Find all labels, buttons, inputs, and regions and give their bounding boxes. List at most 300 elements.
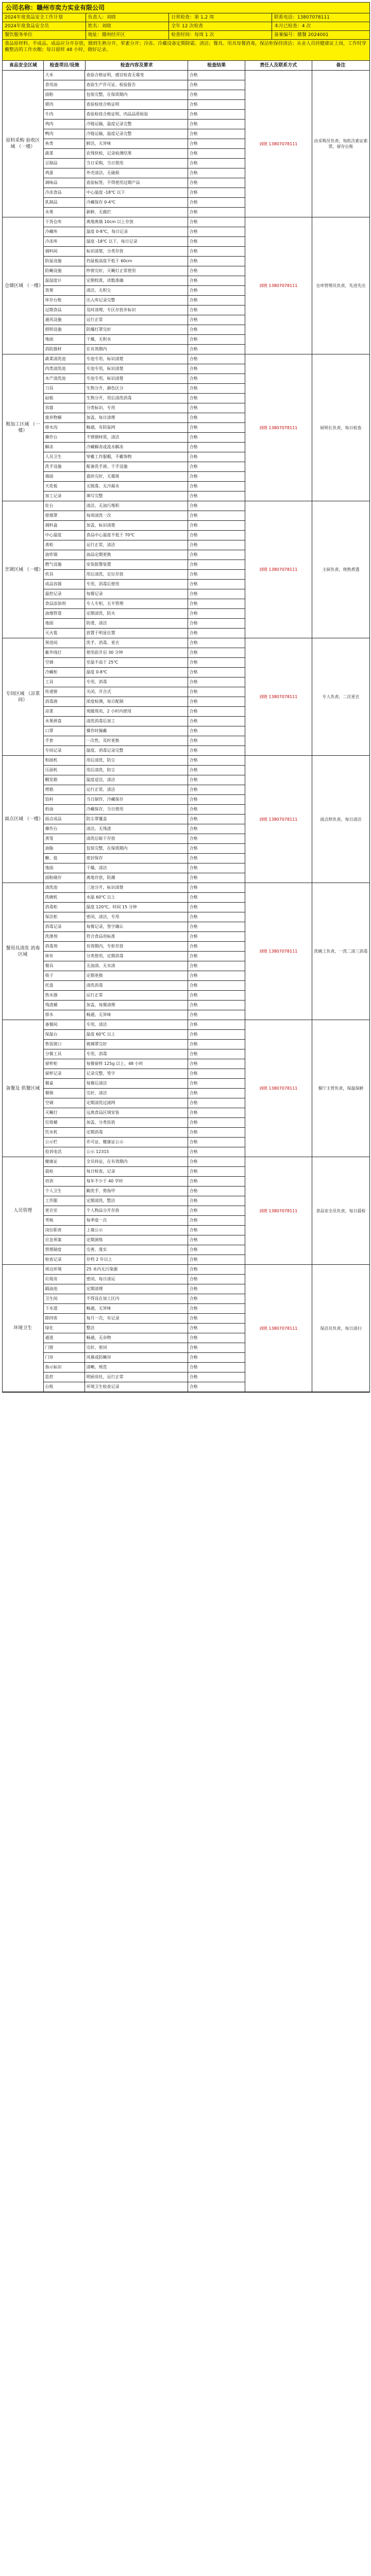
table-row <box>44 1020 245 1030</box>
section <box>3 1157 369 1265</box>
cell-dish: 岗位职责 <box>44 1226 85 1235</box>
cell-rec: 合格 <box>189 660 198 665</box>
cell-rec: 合格 <box>189 777 198 782</box>
cell-dish: 天花板 <box>44 482 85 491</box>
cell-rec: 合格 <box>189 73 198 77</box>
owner-stamp: 刘晓 13807078111 <box>259 1086 298 1091</box>
cell-rec: 合格 <box>189 82 198 87</box>
cell-desc: 离地离墙 10cm 以上存放 <box>85 217 188 227</box>
cell-desc: 温度适宜，清洁 <box>85 775 188 785</box>
cell-rec: 合格 <box>189 513 198 518</box>
table-row <box>44 717 245 726</box>
cell-dish: 餐桌 <box>44 1079 85 1088</box>
cell-desc: 上墙公示 <box>85 1226 188 1235</box>
table-row <box>44 1304 245 1314</box>
cell-rec: 合格 <box>189 131 198 136</box>
table-row <box>44 492 245 501</box>
cell-rec: 合格 <box>189 621 198 625</box>
cell-desc: 中心温度 -18℃ 以下 <box>85 188 188 197</box>
table-row <box>44 266 245 276</box>
cell-desc: 水温 60℃ 以上 <box>85 893 188 902</box>
cell-desc: 清洁，无残渣 <box>85 824 188 834</box>
cell-desc: 离地存放，防潮 <box>85 873 188 883</box>
cell-rec: 合格 <box>189 572 198 577</box>
cell-rec: 合格 <box>189 1335 198 1340</box>
cell-dish: 蒸笼 <box>44 834 85 843</box>
cell-dish: 油烟管道 <box>44 609 85 618</box>
cell-desc: 及时清理，专区存放并标识 <box>85 306 188 315</box>
cell-rec: 合格 <box>189 1179 198 1183</box>
cell-rec: 合格 <box>189 983 198 988</box>
table-row <box>44 697 245 707</box>
cell-desc: 冷藏保存，当日使用 <box>85 805 188 814</box>
table-row <box>44 834 245 844</box>
cell-dish: 手套 <box>44 736 85 745</box>
cell-dish: 调味品 <box>44 178 85 188</box>
table-row <box>44 296 245 306</box>
section <box>3 217 369 354</box>
info-cell: 姓名：刘晓 <box>86 22 170 30</box>
cell-rec: 合格 <box>189 728 198 733</box>
table-row <box>44 1098 245 1108</box>
section <box>3 638 369 756</box>
cell-dish: 凉菜 <box>44 707 85 716</box>
section-note: 仓库管理员负责，先进先出 <box>316 283 366 288</box>
cell-rec: 合格 <box>189 288 198 293</box>
table-row <box>44 746 245 755</box>
cell-dish: 燃气设施 <box>44 560 85 569</box>
table-row <box>44 863 245 873</box>
cell-rec: 合格 <box>189 445 198 449</box>
cell-dish: 保温台 <box>44 1030 85 1039</box>
cell-rec: 合格 <box>189 1110 198 1115</box>
table-row <box>44 1245 245 1255</box>
cell-desc: 生熟分开，用后清洗消毒 <box>85 394 188 403</box>
cell-desc: 配备洗手液、干手设施 <box>85 462 188 471</box>
info-cell: 备案编号：赣餐 2024001 <box>274 32 329 38</box>
table-row <box>44 168 245 178</box>
cell-desc: 每月一次，有记录 <box>85 1314 188 1323</box>
cell-dish: 炊具 <box>44 570 85 579</box>
cell-rec: 合格 <box>189 464 198 469</box>
cell-dish: 干货仓库 <box>44 217 85 227</box>
table-row <box>44 893 245 903</box>
table-row <box>44 482 245 492</box>
section-label: 人员管理 <box>3 1157 44 1264</box>
cell-desc: 清洗消毒后加工 <box>85 717 188 726</box>
section-label: 原料采购 验收区域 （一楼） <box>3 71 44 217</box>
cell-dish: 饮水机 <box>44 1128 85 1137</box>
cell-dish: 水果拼盘 <box>44 717 85 726</box>
cell-rec: 合格 <box>189 601 198 606</box>
cell-desc: 畅通，无杂物 <box>85 1333 188 1343</box>
cell-desc: 定期消毒 <box>85 1128 188 1137</box>
cell-dish: 容器 <box>44 403 85 413</box>
table-row <box>44 1118 245 1128</box>
cell-dish: 隔油池 <box>44 1284 85 1294</box>
cell-rec: 合格 <box>189 210 198 214</box>
cell-desc: 完善，落实 <box>85 1245 188 1255</box>
table-row <box>44 1167 245 1177</box>
cell-rec: 合格 <box>189 543 198 547</box>
cell-desc: 油品定期更换 <box>85 550 188 560</box>
cell-rec: 合格 <box>189 709 198 714</box>
cell-rec: 合格 <box>189 337 198 342</box>
cell-desc: 定期清洗，防火 <box>85 609 188 618</box>
cell-desc: 挡鼠板高度不低于 60cm <box>85 257 188 266</box>
table-row <box>44 423 245 433</box>
cell-dish: 分餐工具 <box>44 1049 85 1059</box>
cell-desc: 防滑，清洁 <box>85 619 188 628</box>
cell-rec: 合格 <box>189 1189 198 1193</box>
cell-desc: 鲜活，无异味 <box>85 139 188 148</box>
cell-desc: 关闭，开合式 <box>85 687 188 697</box>
cell-dish: 和面机 <box>44 756 85 765</box>
info-cell: 2024年度食品安全工作计划 <box>3 13 86 22</box>
table-row <box>44 952 245 961</box>
section-rows <box>44 71 245 217</box>
cell-dish: 口罩 <box>44 726 85 736</box>
owner-stamp: 刘晓 13807078111 <box>259 141 298 146</box>
cell-dish: 灭蝇灯 <box>44 1108 85 1117</box>
table-row <box>44 217 245 227</box>
table-row <box>44 658 245 668</box>
cell-rec: 合格 <box>189 1345 198 1350</box>
cell-dish: 个人卫生 <box>44 1187 85 1196</box>
col-owner: 责任人及联系方式 <box>245 61 312 70</box>
cell-dish: 过期食品 <box>44 306 85 315</box>
cell-desc: 浓度检测，每日配制 <box>85 697 188 706</box>
cell-rec: 合格 <box>189 112 198 116</box>
table-row <box>44 1089 245 1098</box>
section <box>3 756 369 883</box>
cell-rec: 合格 <box>189 650 198 655</box>
table-row <box>44 472 245 482</box>
table-row <box>44 589 245 599</box>
cell-desc: 每餐留样 125g 以上，48 小时 <box>85 1059 188 1069</box>
table-row <box>44 1196 245 1206</box>
section-note: 面点师负责，每日清洁 <box>320 817 362 822</box>
cell-rec: 合格 <box>189 386 198 391</box>
section-rows <box>44 883 245 1020</box>
owner-stamp: 刘晓 13807078111 <box>259 1208 298 1213</box>
cell-rec: 合格 <box>189 866 198 870</box>
cell-rec: 合格 <box>189 807 198 811</box>
cell-rec: 合格 <box>189 219 198 224</box>
section-label: 环境卫生 <box>3 1265 44 1392</box>
cell-desc: 食品中心温度不低于 70℃ <box>85 531 188 540</box>
cell-dish: 空调 <box>44 1098 85 1108</box>
cell-desc: 畅通，无异味 <box>85 1304 188 1313</box>
cell-dish: 加工记录 <box>44 492 85 501</box>
cell-desc: 整洁 <box>85 1324 188 1333</box>
table-row <box>44 599 245 609</box>
cell-rec: 合格 <box>189 846 198 851</box>
cell-rec: 合格 <box>189 680 198 684</box>
table-row <box>44 629 245 638</box>
table-row <box>44 511 245 521</box>
cell-desc: 当日采购，当日使用 <box>85 159 188 168</box>
cell-dish: 通道 <box>44 1333 85 1343</box>
section-owner <box>245 756 312 883</box>
table-row <box>44 824 245 834</box>
cell-dish: 台账 <box>44 1382 85 1392</box>
cell-desc: 无油渍、无水渍 <box>85 961 188 971</box>
cell-desc: 外壳清洁，无破损 <box>85 168 188 178</box>
cell-rec: 合格 <box>189 494 198 498</box>
cell-desc: 远离食品区域安装 <box>85 1108 188 1117</box>
table-row <box>44 384 245 394</box>
cell-rec: 合格 <box>189 1355 198 1360</box>
cell-desc: 温度 120℃，时间 15 分钟 <box>85 903 188 912</box>
cell-dish: 油脂 <box>44 844 85 853</box>
cell-dish: 货架 <box>44 286 85 295</box>
table-row <box>44 648 245 658</box>
table-row <box>44 795 245 805</box>
cell-desc: 定期校准，读数准确 <box>85 276 188 285</box>
table-row <box>44 785 245 795</box>
table-row <box>44 570 245 580</box>
table-row <box>44 1353 245 1363</box>
cell-desc: 新鲜，无腐烂 <box>85 208 188 217</box>
table-row <box>44 1372 245 1382</box>
cell-desc: 有效期内，专柜存放 <box>85 942 188 951</box>
cell-rec: 合格 <box>189 914 198 919</box>
cell-rec: 合格 <box>189 797 198 802</box>
table-row <box>44 903 245 912</box>
cell-rec: 合格 <box>189 738 198 743</box>
cell-rec: 合格 <box>189 963 198 968</box>
cell-desc: 分类标识，专用 <box>85 403 188 413</box>
cell-rec: 合格 <box>189 689 198 694</box>
cell-desc: 畅通，无异味 <box>85 1010 188 1020</box>
cell-rec: 合格 <box>189 1130 198 1134</box>
cell-desc: 存档 2 年以上 <box>85 1255 188 1264</box>
cell-dish: 保洁柜 <box>44 912 85 922</box>
cell-desc: 农残快检，记录检测结果 <box>85 149 188 158</box>
cell-rec: 合格 <box>189 1286 198 1291</box>
cell-dish: 废弃物桶 <box>44 413 85 422</box>
cell-desc: 专用，清洁 <box>85 1020 188 1029</box>
cell-dish: 调料盒 <box>44 521 85 530</box>
cell-dish: 洗涤剂 <box>44 932 85 941</box>
cell-rec: 合格 <box>189 435 198 439</box>
cell-rec: 合格 <box>189 1238 198 1242</box>
cell-rec: 合格 <box>189 1267 198 1272</box>
table-row <box>44 912 245 922</box>
table-row <box>44 766 245 775</box>
table-row <box>44 1049 245 1059</box>
cell-rec: 合格 <box>189 415 198 420</box>
cell-rec: 合格 <box>189 523 198 528</box>
cell-dish: 防鼠设施 <box>44 257 85 266</box>
cell-desc: 定期更换 <box>85 971 188 980</box>
cell-dish: 肉类清洗池 <box>44 364 85 374</box>
cell-dish: 冷藏柜 <box>44 668 85 677</box>
cell-desc: 专用，消毒后使用 <box>85 580 188 589</box>
cell-desc: 加盖，每日清理 <box>85 413 188 422</box>
cell-rec: 合格 <box>189 405 198 410</box>
cell-dish: 库存台账 <box>44 296 85 305</box>
cell-rec: 合格 <box>189 885 198 890</box>
intro-text: 食品原材料、半成品、成品应分开存放，做到生熟分开、荤素分开；冷冻、冷藏设备定期除霜、清洁；餐具、用具每餐消毒，保洁柜保持清洁；从业人员持健康证上岗，工作时穿戴整洁的工作衣帽；每日留样 48 小时，做好记录。 <box>3 40 369 61</box>
table-row <box>44 961 245 971</box>
cell-rec: 合格 <box>189 817 198 821</box>
cell-desc: 冷链运输，温度记录完整 <box>85 120 188 129</box>
cell-rec: 合格 <box>189 719 198 723</box>
table-row <box>44 1294 245 1304</box>
cell-desc: 每餐记录，签字确认 <box>85 922 188 931</box>
cell-desc: 专人专柜，五专管理 <box>85 599 188 608</box>
cell-rec: 合格 <box>189 1326 198 1330</box>
cell-dish: 售饭窗口 <box>44 1040 85 1049</box>
table-row <box>44 315 245 325</box>
table-row <box>44 619 245 629</box>
table-row <box>44 433 245 443</box>
cell-dish: 面点成品 <box>44 815 85 824</box>
cell-desc: 干燥，清洁 <box>85 863 188 873</box>
info-cell: 联系电话：13807078111 <box>274 15 330 20</box>
cell-dish: 地面 <box>44 335 85 344</box>
cell-rec: 合格 <box>189 229 198 234</box>
cell-rec: 合格 <box>189 944 198 948</box>
cell-rec: 合格 <box>189 268 198 273</box>
cell-rec: 合格 <box>189 1120 198 1125</box>
table-row <box>44 677 245 687</box>
cell-rec: 合格 <box>189 1375 198 1379</box>
info-cell: 餐饮服务单位 <box>3 31 86 39</box>
cell-dish: 醒发箱 <box>44 775 85 785</box>
owner-stamp: 刘晓 13807078111 <box>259 567 298 572</box>
cell-desc: 清洗后晾干存放 <box>85 834 188 843</box>
cell-dish: 消毒剂 <box>44 942 85 951</box>
cell-dish: 地面 <box>44 619 85 628</box>
cell-rec: 合格 <box>189 102 198 107</box>
cell-dish: 预进间 <box>44 638 85 648</box>
cell-desc: 定期清洗，整洁 <box>85 1196 188 1206</box>
section <box>3 883 369 1020</box>
cell-rec: 合格 <box>189 1277 198 1281</box>
table-row <box>44 1235 245 1245</box>
cell-rec: 合格 <box>189 1081 198 1086</box>
cell-dish: 鸭肉 <box>44 129 85 139</box>
section <box>3 1265 369 1392</box>
cell-rec: 合格 <box>189 425 198 430</box>
table-row <box>44 854 245 863</box>
table-row <box>44 1079 245 1089</box>
cell-dish: 投诉电话 <box>44 1147 85 1157</box>
cell-rec: 合格 <box>189 748 198 753</box>
table-row <box>44 971 245 981</box>
cell-dish: 牛肉 <box>44 110 85 119</box>
cell-rec: 合格 <box>189 190 198 195</box>
cell-desc: 运行正常，清洁 <box>85 540 188 550</box>
cell-dish: 传递窗 <box>44 687 85 697</box>
cell-desc: 洗手、消毒、更衣 <box>85 638 188 648</box>
cell-desc: 用后清洗，定位存放 <box>85 570 188 579</box>
section-note: 洗碗工负责，一洗二清三消毒 <box>314 949 368 954</box>
table-row <box>44 1284 245 1294</box>
cell-desc: 查验合格证明，感官检查无霉变 <box>85 71 188 80</box>
cell-dish: 卫生间 <box>44 1294 85 1303</box>
cell-desc: 出入库记录完整 <box>85 296 188 305</box>
cell-rec: 合格 <box>189 454 198 459</box>
cell-dish: 馅料 <box>44 795 85 804</box>
cell-rec: 合格 <box>189 327 198 332</box>
section-owner <box>245 1157 312 1264</box>
section-note: 专人负责，二次更衣 <box>322 694 360 699</box>
table-row <box>44 1040 245 1049</box>
table-row <box>44 687 245 697</box>
section-rows <box>44 1157 245 1264</box>
cell-dish: 鸡肉 <box>44 120 85 129</box>
cell-rec: 合格 <box>189 1296 198 1301</box>
cell-dish: 指示标识 <box>44 1363 85 1372</box>
cell-rec: 合格 <box>189 611 198 616</box>
cell-dish: 排烟罩 <box>44 511 85 520</box>
cell-dish: 下水道 <box>44 1304 85 1313</box>
table-row <box>44 668 245 677</box>
cell-dish: 人员卫生 <box>44 452 85 462</box>
cell-desc: 个人物品分开存放 <box>85 1206 188 1215</box>
section-rows <box>44 354 245 501</box>
cell-rec: 合格 <box>189 141 198 146</box>
cell-rec: 合格 <box>189 200 198 205</box>
cell-desc: 操作时佩戴 <box>85 726 188 736</box>
col-desc: 检查内容及要求 <box>86 61 189 70</box>
cell-rec: 合格 <box>189 1365 198 1369</box>
cell-dish: 紫外线灯 <box>44 648 85 657</box>
table-row <box>44 1216 245 1226</box>
table-row <box>44 1226 245 1235</box>
sections <box>3 71 369 1392</box>
cell-desc: 专用，消毒 <box>85 1049 188 1059</box>
cell-rec: 合格 <box>189 1159 198 1164</box>
cell-desc: 加盖，标识清楚 <box>85 521 188 530</box>
cell-desc: 清洗消毒 <box>85 981 188 990</box>
cell-desc: 安装报警装置 <box>85 560 188 569</box>
cell-desc: 全员持证，在有效期内 <box>85 1157 188 1166</box>
cell-rec: 合格 <box>189 151 198 156</box>
cell-desc: 每日检查，记录 <box>85 1167 188 1176</box>
cell-desc: 温度、消毒记录完整 <box>85 746 188 755</box>
cell-dish: 蔬菜清洗池 <box>44 354 85 364</box>
cell-desc: 密封保存 <box>85 854 188 863</box>
cell-rec: 合格 <box>189 1032 198 1037</box>
table-row <box>44 139 245 149</box>
cell-desc: 查验标签，不得使用过期产品 <box>85 178 188 188</box>
cell-rec: 合格 <box>189 474 198 479</box>
cell-dish: 热水器 <box>44 991 85 1000</box>
cell-dish: 工作服 <box>44 1196 85 1206</box>
table-row <box>44 1157 245 1167</box>
section-owner <box>245 1020 312 1157</box>
table-row <box>44 354 245 364</box>
cell-desc: 专池专用，标识清楚 <box>85 374 188 383</box>
cell-dish: 门窗 <box>44 1343 85 1352</box>
cell-dish: 留样柜 <box>44 1059 85 1069</box>
cell-dish: 解冻 <box>44 443 85 452</box>
table-row <box>44 1206 245 1216</box>
cell-desc: 环境卫生检查记录 <box>85 1382 188 1392</box>
cell-dish: 灶台 <box>44 501 85 511</box>
cell-dish: 管理制度 <box>44 1245 85 1255</box>
section-owner <box>245 217 312 354</box>
cell-dish: 中心温度 <box>44 531 85 540</box>
table-row <box>44 1265 245 1275</box>
table-row <box>44 1108 245 1118</box>
cell-rec: 合格 <box>189 239 198 244</box>
